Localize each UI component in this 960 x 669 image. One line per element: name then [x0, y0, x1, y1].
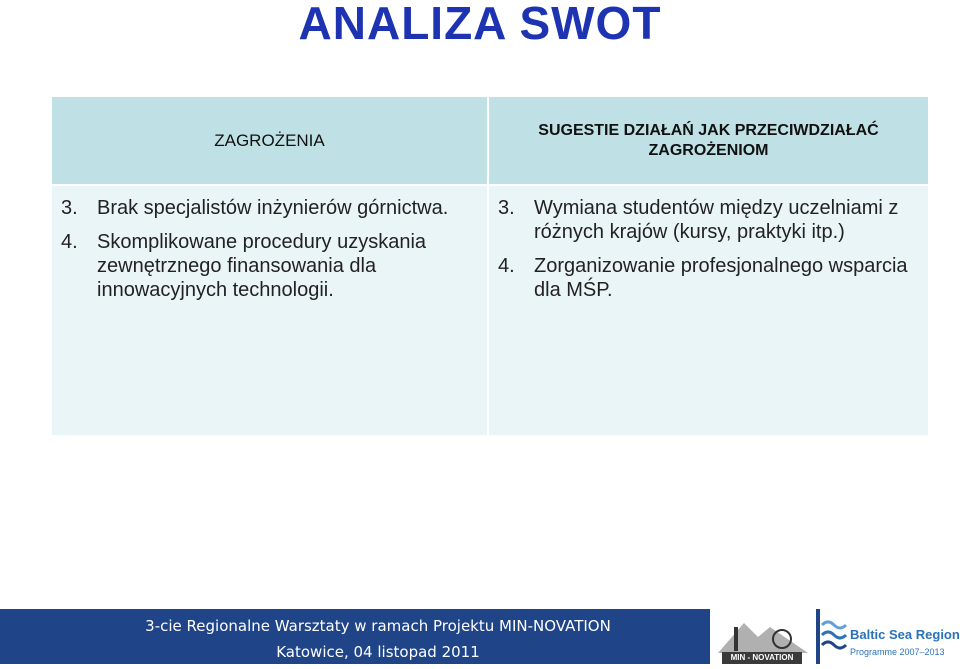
suggestions-list: [489, 186, 928, 435]
min-novation-label: MIN - NOVATION: [722, 652, 802, 664]
item-text: Brak specjalistów inżynierów górnictwa.: [97, 197, 449, 219]
footer-date: Katowice, 04 listopad 2011: [276, 643, 480, 661]
baltic-sea-region-logo: [820, 609, 960, 664]
min-novation-logo: [710, 609, 816, 664]
footer-bar: [0, 609, 960, 664]
threats-list: [52, 186, 489, 435]
baltic-subtitle: Programme 2007–2013: [850, 647, 945, 657]
swot-table: [52, 97, 928, 435]
list-item: [489, 254, 928, 302]
footer-event-title: 3-cie Regionalne Warsztaty w ramach Projektu MIN-NOVATION: [145, 617, 611, 635]
slide-title: ANALIZA SWOT: [298, 0, 662, 49]
baltic-title: Baltic Sea Region: [850, 627, 960, 642]
suggestions-header: [489, 97, 928, 186]
list-item: [489, 196, 928, 244]
threats-header-label: ZAGROŻENIA: [214, 130, 325, 150]
item-number: 3.: [61, 197, 78, 219]
threats-header: [52, 97, 489, 186]
item-text: Zorganizowanie profesjonalnego wsparcia dla MŚP.: [534, 255, 908, 301]
item-number: 4.: [61, 231, 78, 253]
waves-icon: [820, 617, 850, 657]
item-number: 4.: [498, 255, 515, 277]
list-item: [52, 230, 487, 302]
list-item: [52, 196, 487, 220]
suggestions-header-label: SUGESTIE DZIAŁAŃ JAK PRZECIWDZIAŁAĆ ZAGROŻENIOM: [538, 121, 879, 159]
item-text: Skomplikowane procedury uzyskania zewnętrznego finansowania dla innowacyjnych technologii.: [97, 231, 427, 301]
item-number: 3.: [498, 197, 515, 219]
item-text: Wymiana studentów między uczelniami z różnych krajów (kursy, praktyki itp.): [534, 197, 899, 243]
